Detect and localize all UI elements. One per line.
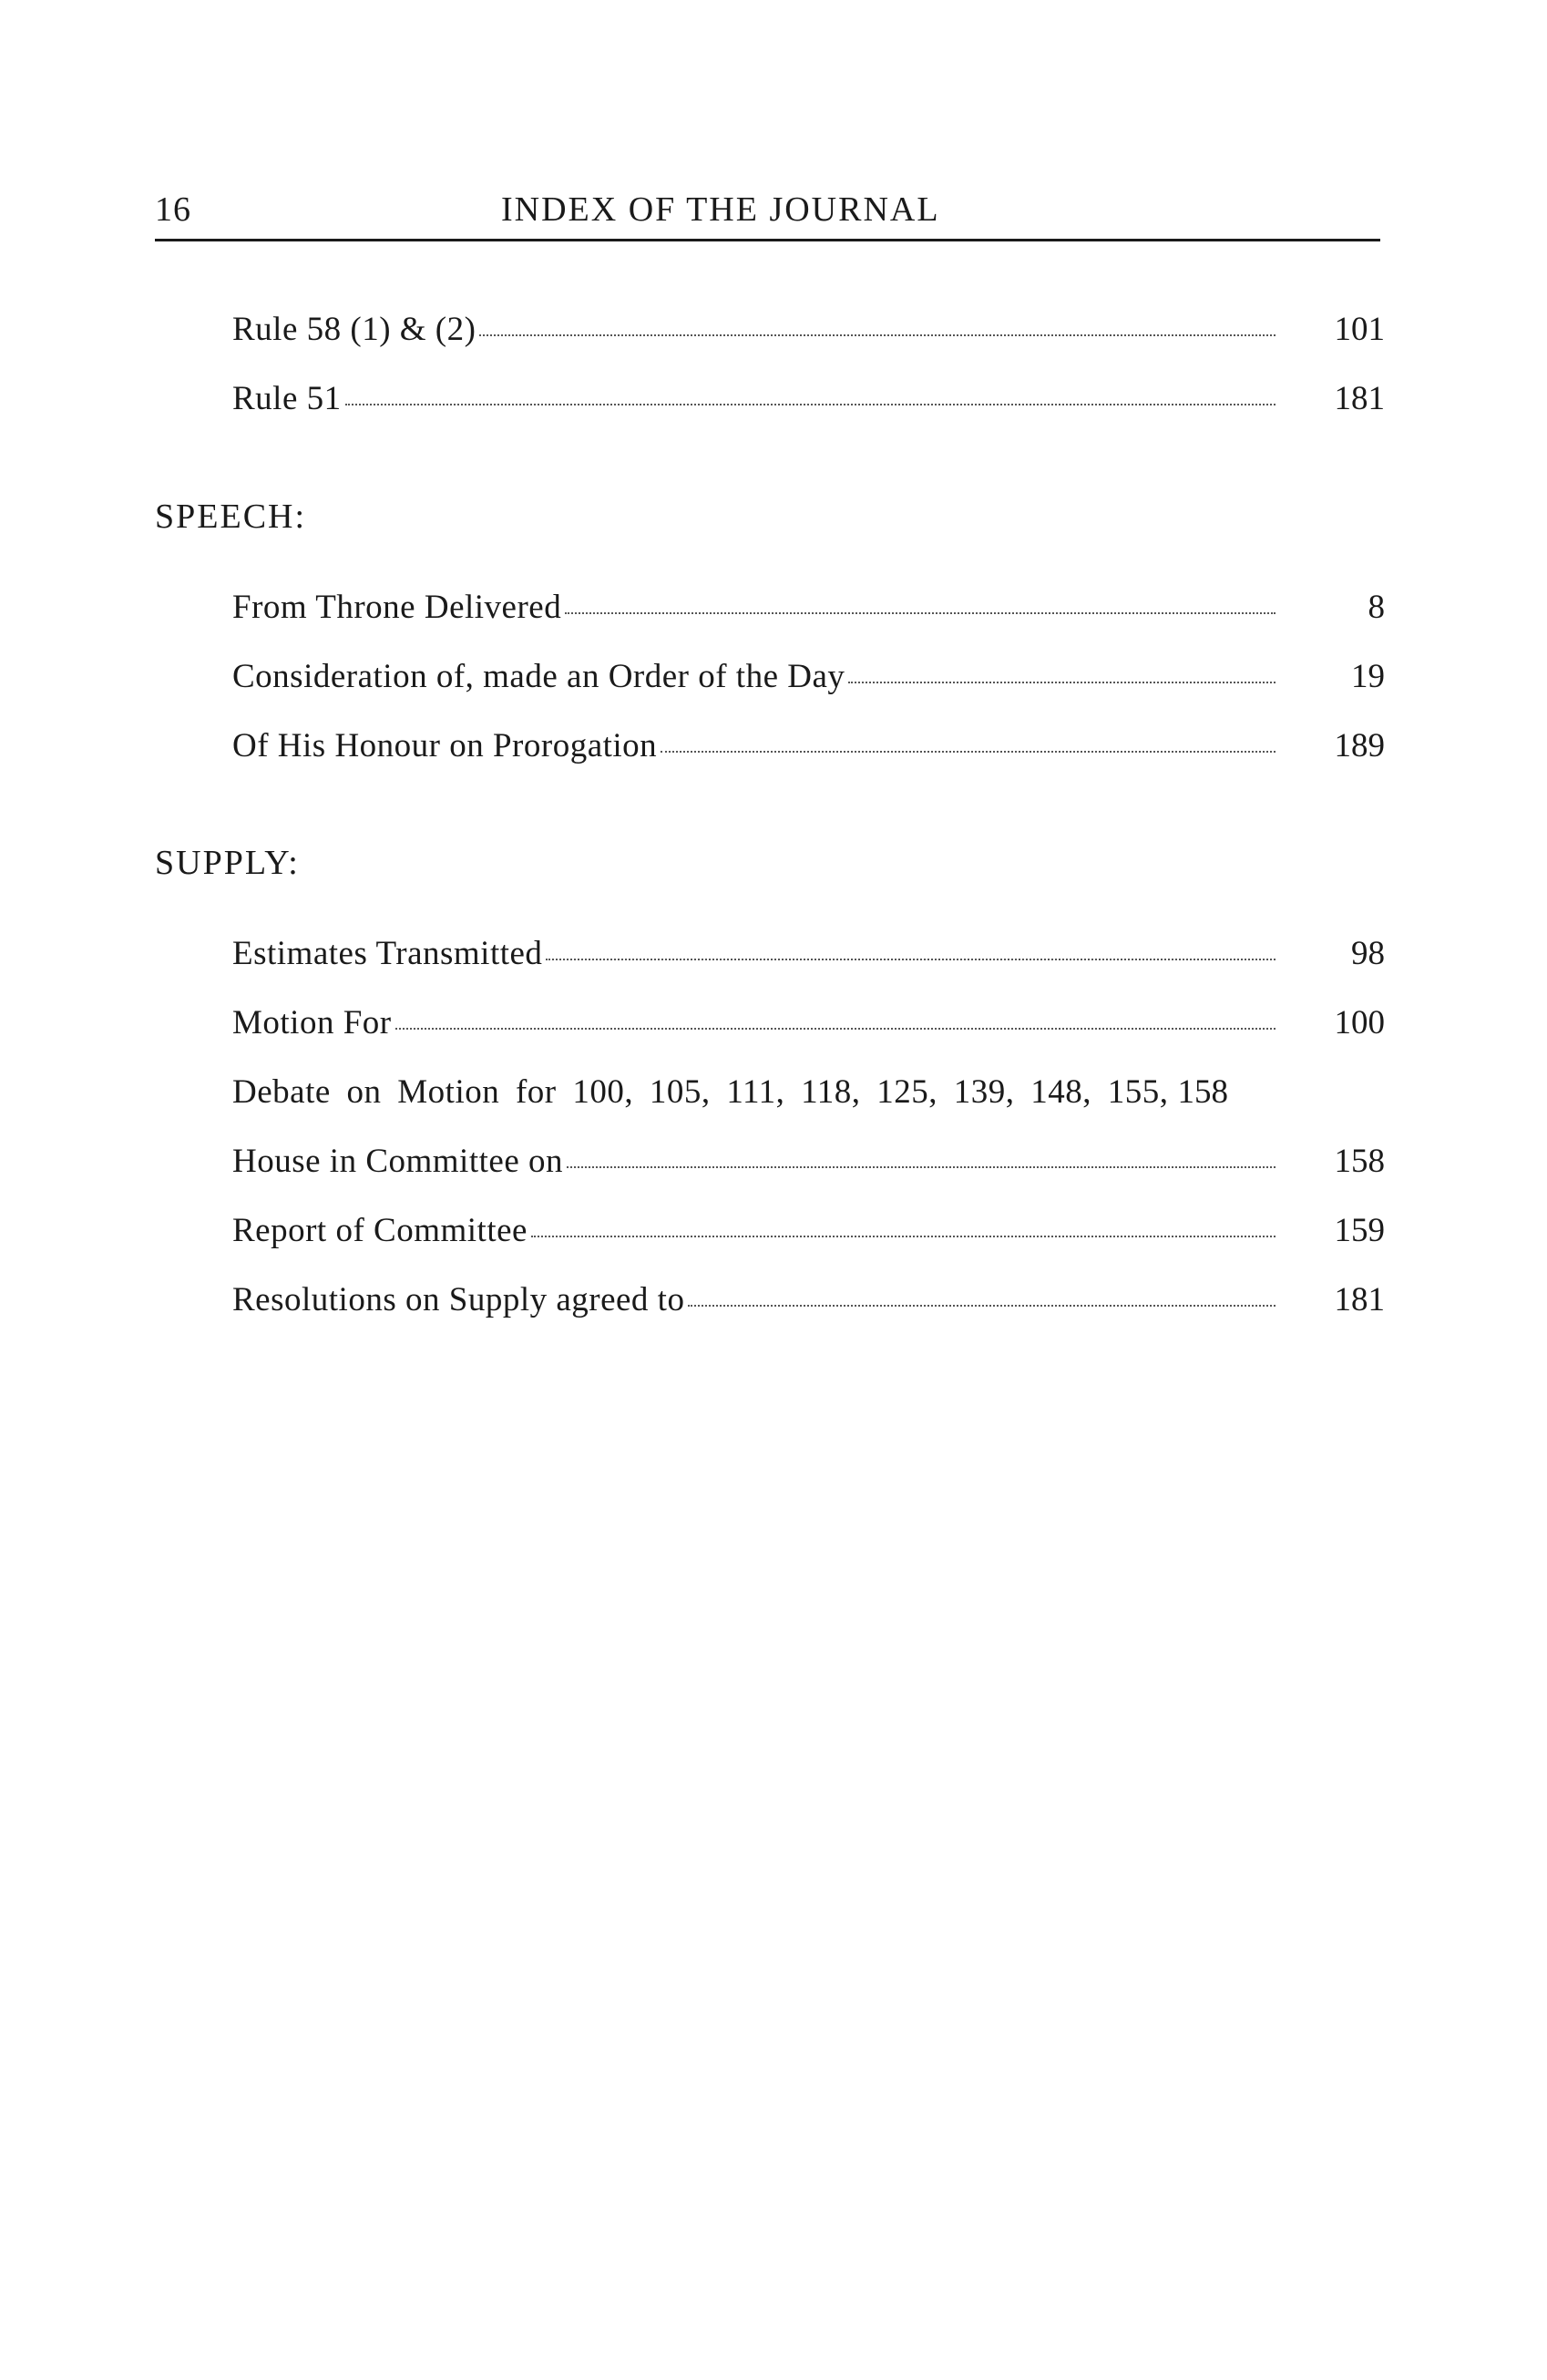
entry-label: Estimates Transmitted <box>232 935 543 972</box>
dot-leader <box>345 404 1276 405</box>
entry-label: Debate on Motion for 100, 105, 111, 118, 125, 139, 148, 155, <box>232 1073 1169 1111</box>
entry-page: 101 <box>1334 311 1385 348</box>
entry-page: 181 <box>1334 1281 1385 1318</box>
dot-leader <box>531 1236 1276 1237</box>
index-entry <box>232 1280 1385 1328</box>
section-heading-speech: SPEECH: <box>155 498 307 536</box>
dot-leader <box>567 1166 1276 1168</box>
dot-leader <box>479 334 1276 336</box>
dot-leader <box>395 1028 1276 1030</box>
entry-label: Resolutions on Supply agreed to <box>232 1281 685 1318</box>
entry-page: 181 <box>1334 380 1385 417</box>
index-entry <box>232 1211 1385 1258</box>
index-entry <box>232 726 1385 774</box>
entry-page: 8 <box>1368 589 1385 626</box>
entry-label: Rule 58 (1) & (2) <box>232 311 476 348</box>
entry-label: Motion For <box>232 1004 392 1041</box>
index-entry <box>232 588 1385 635</box>
entry-label: From Throne Delivered <box>232 589 562 626</box>
entry-label: Report of Committee <box>232 1212 528 1249</box>
section-heading-supply: SUPPLY: <box>155 844 300 882</box>
index-entry <box>232 310 1385 357</box>
entry-label: Consideration of, made an Order of the Day <box>232 658 845 695</box>
index-entry <box>232 657 1385 704</box>
dot-leader <box>546 959 1276 960</box>
dot-leader <box>661 751 1276 753</box>
running-title: INDEX OF THE JOURNAL <box>501 190 940 229</box>
index-entry <box>232 934 1385 981</box>
dot-leader <box>848 682 1276 683</box>
page-number: 16 <box>155 190 191 229</box>
entry-page: 100 <box>1334 1004 1385 1041</box>
dot-leader <box>688 1305 1276 1307</box>
index-entry <box>232 379 1385 426</box>
index-entry <box>232 1142 1385 1189</box>
entry-page: 19 <box>1351 658 1385 695</box>
entry-page: 189 <box>1334 727 1385 764</box>
entry-page: 98 <box>1351 935 1385 972</box>
index-entry <box>232 1003 1385 1051</box>
entry-page: 158 <box>1177 1073 1228 1111</box>
index-entry <box>232 1072 1385 1120</box>
page-header <box>155 182 1380 241</box>
entry-label: Of His Honour on Prorogation <box>232 727 658 764</box>
entry-label: Rule 51 <box>232 380 342 417</box>
dot-leader <box>565 612 1276 614</box>
entry-label: House in Committee on <box>232 1143 563 1180</box>
entry-page: 159 <box>1334 1212 1385 1249</box>
entry-page: 158 <box>1334 1143 1385 1180</box>
